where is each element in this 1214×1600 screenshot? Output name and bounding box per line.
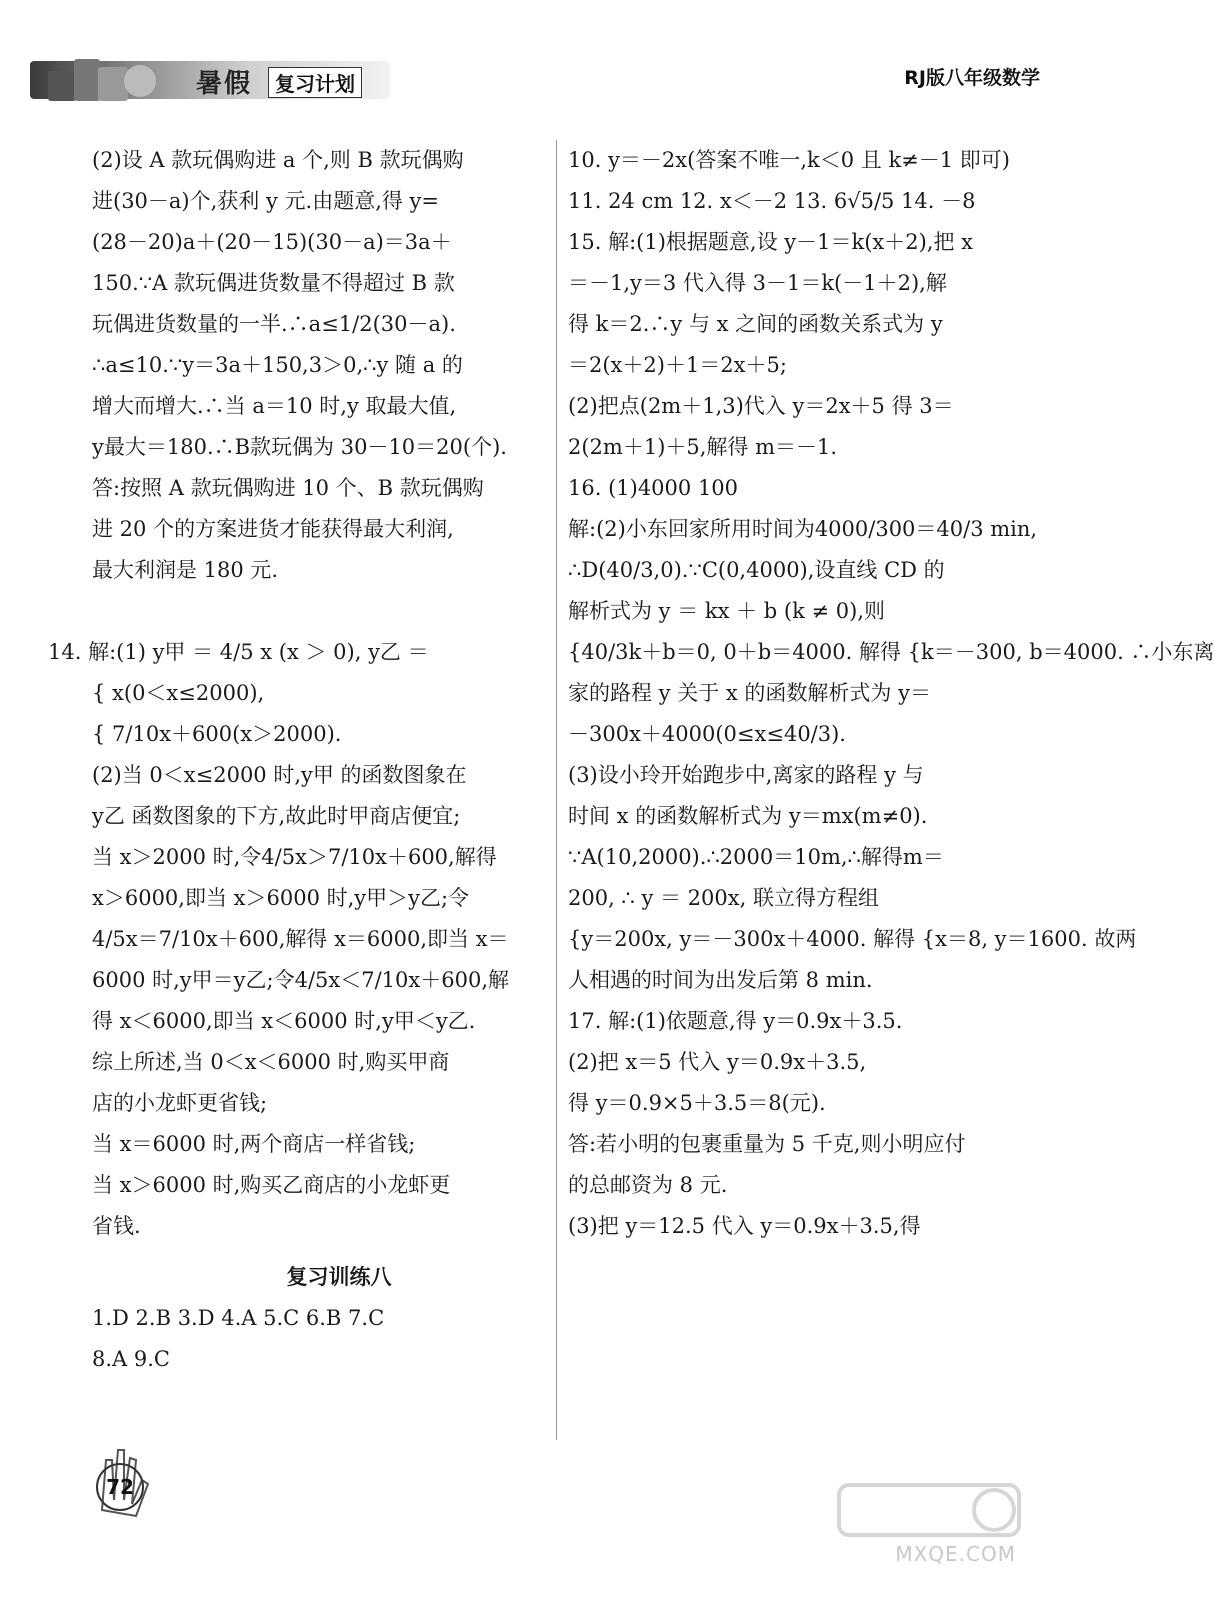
text-line: (2)当 0＜x≤2000 时,y甲 的函数图象在 xyxy=(92,763,467,787)
text-line: 玩偶进货数量的一半.∴a≤1/2(30－a). xyxy=(92,312,456,336)
text-line: ∵A(10,2000).∴2000＝10m,∴解得m＝ xyxy=(568,845,944,869)
text-line: 4/5x＝7/10x＋600,解得 x＝6000,即当 x＝ xyxy=(92,927,509,951)
text-line: ∴a≤10.∵y＝3a＋150,3＞0,∴y 随 a 的 xyxy=(92,353,463,377)
book-edition-label: RJ版八年级数学 xyxy=(904,67,1040,89)
left-column xyxy=(48,140,542,1380)
text-line: 答:按照 A 款玩偶购进 10 个、B 款玩偶购 xyxy=(92,476,484,500)
text-line: (2)设 A 款玩偶购进 a 个,则 B 款玩偶购 xyxy=(92,148,464,172)
text-line: ＝2(x＋2)＋1＝2x＋5; xyxy=(568,353,787,377)
text-line: (2)把点(2m＋1,3)代入 y＝2x＋5 得 3＝ xyxy=(568,394,954,418)
text-line: y乙 函数图象的下方,故此时甲商店便宜; xyxy=(92,804,461,828)
text-line: (2)把 x＝5 代入 y＝0.9x＋3.5, xyxy=(568,1050,867,1074)
text-line: 200, ∴ y ＝ 200x, 联立得方程组 xyxy=(568,886,879,910)
text-line: 6000 时,y甲＝y乙;令4/5x＜7/10x＋600,解 xyxy=(92,968,509,992)
text-line: x＞6000,即当 x＞6000 时,y甲＞y乙;令 xyxy=(92,886,470,910)
text-line: 16. (1)4000 100 xyxy=(568,476,739,500)
text-line: 17. 解:(1)依题意,得 y＝0.9x＋3.5. xyxy=(568,1009,903,1033)
text-line: { x(0＜x≤2000), xyxy=(92,681,265,705)
watermark-text: MXQE.COM xyxy=(895,1542,1016,1566)
text-line: 15. 解:(1)根据题意,设 y－1＝k(x＋2),把 x xyxy=(568,230,973,254)
page-number: 72 xyxy=(96,1463,144,1511)
text-line: 人相遇的时间为出发后第 8 min. xyxy=(568,968,873,992)
page-header xyxy=(30,55,1040,105)
text-line: ∴D(40/3,0).∵C(0,4000),设直线 CD 的 xyxy=(568,558,945,582)
banner-title: 暑假 xyxy=(196,69,253,99)
text-line: 最大利润是 180 元. xyxy=(92,558,279,582)
text-line: 进(30－a)个,获利 y 元.由题意,得 y= xyxy=(92,189,440,213)
text-line: 解:(2)小东回家所用时间为4000/300＝40/3 min, xyxy=(568,517,1038,541)
text-line: 省钱. xyxy=(92,1214,141,1238)
text-line: (28－20)a＋(20－15)(30－a)＝3a＋ xyxy=(92,230,452,254)
text-line: 150.∵A 款玩偶进货数量不得超过 B 款 xyxy=(92,271,455,295)
text-line: －300x＋4000(0≤x≤40/3). xyxy=(568,722,846,746)
answer-row: 1.D 2.B 3.D 4.A 5.C 6.B 7.C xyxy=(92,1306,385,1330)
text-line: 时间 x 的函数解析式为 y＝mx(m≠0). xyxy=(568,804,928,828)
text-line: (3)设小玲开始跑步中,离家的路程 y 与 xyxy=(568,763,924,787)
text-line: 当 x＞2000 时,令4/5x＞7/10x＋600,解得 xyxy=(92,845,497,869)
right-column xyxy=(568,140,1214,1247)
text-line: (3)把 y＝12.5 代入 y＝0.9x＋3.5,得 xyxy=(568,1214,921,1238)
text-line: 得 x＜6000,即当 x＜6000 时,y甲＜y乙. xyxy=(92,1009,476,1033)
text-line xyxy=(92,591,542,632)
text-line: 进 20 个的方案进货才能获得最大利润, xyxy=(92,517,454,541)
text-line: 2(2m＋1)＋5,解得 m＝－1. xyxy=(568,435,838,459)
text-line: 得 k＝2.∴y 与 x 之间的函数关系式为 y xyxy=(568,312,943,336)
header-banner xyxy=(30,61,390,99)
text-line: 解析式为 y ＝ kx ＋ b (k ≠ 0),则 xyxy=(568,599,886,623)
text-line: 14. 解:(1) y甲 ＝ 4/5 x (x ＞ 0), y乙 ＝ xyxy=(48,640,429,664)
text-line: 综上所述,当 0＜x＜6000 时,购买甲商 xyxy=(92,1050,450,1074)
banner-subtitle: 复习计划 xyxy=(268,67,362,98)
text-line: y最大＝180.∴B款玩偶为 30－10＝20(个). xyxy=(92,435,507,459)
text-line: ＝－1,y＝3 代入得 3－1＝k(－1＋2),解 xyxy=(568,271,947,295)
text-line: { 7/10x＋600(x＞2000). xyxy=(92,722,342,746)
answer-row: 8.A 9.C xyxy=(92,1347,170,1371)
text-line: 10. y＝－2x(答案不唯一,k＜0 且 k≠－1 即可) xyxy=(568,148,1010,172)
section-title: 复习训练八 xyxy=(286,1265,392,1289)
text-line: 当 x＞6000 时,购买乙商店的小龙虾更 xyxy=(92,1173,451,1197)
text-line: {40/3k＋b＝0, 0＋b＝4000. 解得 {k＝－300, b＝4000. ∴小东离 xyxy=(568,640,1214,664)
text-line: 答:若小明的包裹重量为 5 千克,则小明应付 xyxy=(568,1132,966,1156)
text-line: 的总邮资为 8 元. xyxy=(568,1173,728,1197)
text-line: 店的小龙虾更省钱; xyxy=(92,1091,268,1115)
text-line: 得 y＝0.9×5＋3.5＝8(元). xyxy=(568,1091,826,1115)
books-illustration-icon xyxy=(40,51,160,103)
text-line: 当 x＝6000 时,两个商店一样省钱; xyxy=(92,1132,416,1156)
text-line: {y＝200x, y＝－300x＋4000. 解得 {x＝8, y＝1600. 故两 xyxy=(568,927,1137,951)
column-divider xyxy=(556,140,557,1440)
text-line: 增大而增大.∴当 a＝10 时,y 取最大值, xyxy=(92,394,457,418)
text-line: 家的路程 y 关于 x 的函数解析式为 y＝ xyxy=(568,681,931,705)
text-line: 11. 24 cm 12. x＜－2 13. 6√5/5 14. －8 xyxy=(568,189,976,213)
